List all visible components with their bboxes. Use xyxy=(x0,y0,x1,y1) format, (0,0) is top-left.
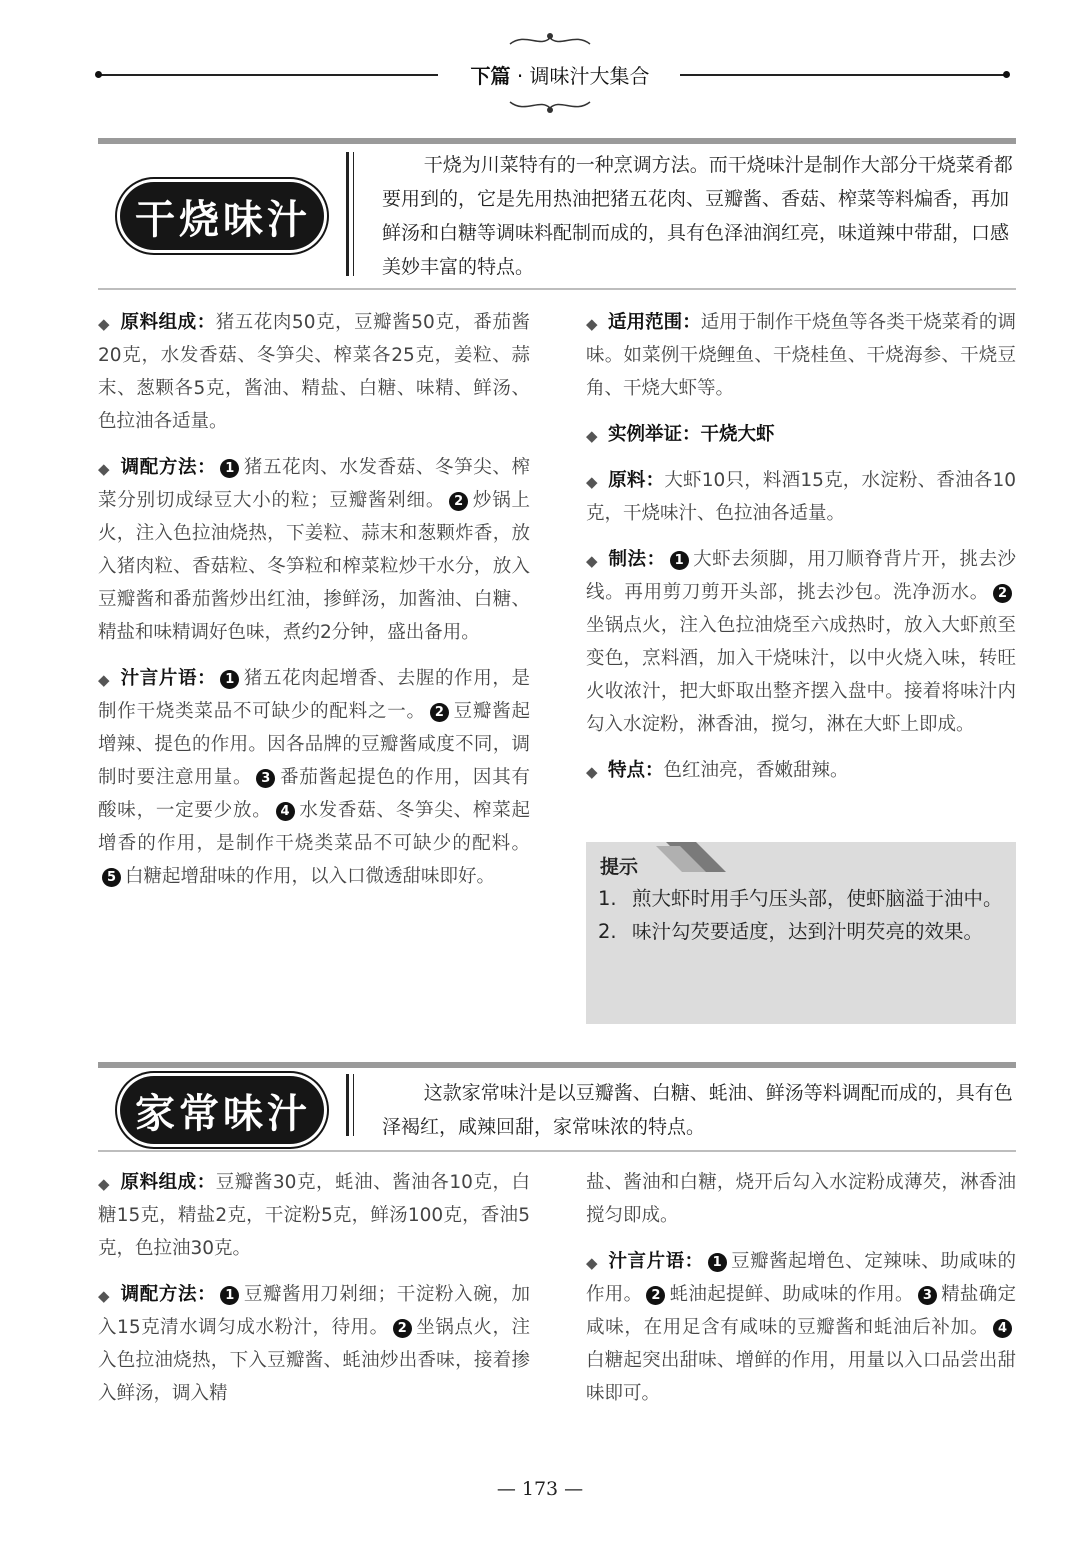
section1-intro-bottom-rule xyxy=(98,288,1016,290)
section2-right-column xyxy=(586,1166,1016,1423)
tip-box xyxy=(586,842,1016,1024)
method-paragraph: ◆ 调配方法： 1 猪五花肉、水发香菇、冬笋尖、榨菜分别切成绿豆大小的粒；豆瓣酱剁细。 2 炒锅上火，注入色拉油烧热，下姜粒、蒜末和葱颗炸香，放入猪肉粒、香菇粒、冬笋粒和榨菜粒炒干水分，放入豆瓣酱和番茄酱炒出红油，掺鲜汤，加酱油、白糖、精盐和味精调好色味，煮约2分钟，盛出备用。 xyxy=(98,451,530,649)
step-number-icon: 1 xyxy=(670,551,689,570)
step-number-icon: 2 xyxy=(430,703,449,722)
tip-item: 1. 煎大虾时用手勺压头部，使虾脑溢于油中。 xyxy=(598,887,1003,910)
diamond-icon: ◆ xyxy=(98,671,110,689)
step-number-icon: 1 xyxy=(220,459,239,478)
section1-separator-thin xyxy=(353,152,354,276)
section1-right-column xyxy=(586,306,1016,800)
tip-item: 2. 味汁勾芡要适度，达到汁明芡亮的效果。 xyxy=(598,920,984,943)
header-ornament-bottom xyxy=(505,94,595,116)
section2-title-badge: 家 常 味 汁 xyxy=(120,1076,324,1144)
section1-separator xyxy=(346,152,349,276)
header-dot-left xyxy=(95,71,102,78)
step-number-icon: 4 xyxy=(993,1319,1012,1338)
section2-intro-bottom-rule xyxy=(98,1150,1016,1152)
step-number-icon: 2 xyxy=(393,1319,412,1338)
raw-paragraph: ◆ 原料：大虾10只，料酒15克，水淀粉、香油各10克，干烧味汁、色拉油各适量。 xyxy=(586,464,1016,530)
step-number-icon: 2 xyxy=(993,584,1012,603)
step-number-icon: 3 xyxy=(256,769,275,788)
section2-separator xyxy=(346,1074,349,1136)
header-dot-right xyxy=(1003,71,1010,78)
step-number-icon: 1 xyxy=(220,670,239,689)
step-number-icon: 4 xyxy=(276,802,295,821)
section1-left-column xyxy=(98,306,530,906)
example-paragraph: ◆ 实例举证：干烧大虾 xyxy=(586,418,1016,451)
diamond-icon: ◆ xyxy=(586,427,598,445)
make-paragraph: ◆ 制法： 1 大虾去须脚，用刀顺脊背片开，挑去沙线。再用剪刀剪开头部，挑去沙包。洗净沥水。 2坐锅点火，注入色拉油烧至六成热时，放入大虾煎至变色，烹料酒，加入干烧味汁，以中火烧入味，转旺火收浓汁，把大虾取出整齐摆入盘中。接着将味汁内勾入水淀粉，淋香油，搅匀，淋在大虾上即成。 xyxy=(586,543,1016,741)
header-rule-left xyxy=(98,74,438,76)
header-ornament-top xyxy=(505,30,595,52)
tips-paragraph: ◆ 汁言片语： 1 猪五花肉起增香、去腥的作用，是制作干烧类菜品不可缺少的配料之一。 2 豆瓣酱起增辣、提色的作用。因各品牌的豆瓣酱咸度不同，调制时要注意用量。 3 番茄酱起提色的作用，因其有酸味，一定要少放。 4 水发香菇、冬笋尖、榨菜起增香的作用，是制作干烧类菜品不可缺少的配料。5 白糖起增甜味的作用，以入口微透甜味即好。 xyxy=(98,662,530,893)
diamond-icon: ◆ xyxy=(586,315,598,333)
diamond-icon: ◆ xyxy=(98,1175,110,1193)
ingredients-paragraph: ◆ 原料组成：豆瓣酱30克，蚝油、酱油各10克，白糖15克，精盐2克，干淀粉5克，鲜汤100克，香油5克，色拉油30克。 xyxy=(98,1166,530,1265)
diamond-icon: ◆ xyxy=(586,763,598,781)
section2-separator-thin xyxy=(353,1074,354,1136)
ingredients-paragraph: ◆ 原料组成：猪五花肉50克，豆瓣酱50克，番茄酱20克，水发香菇、冬笋尖、榨菜各25克，姜粒、蒜末、葱颗各5克，酱油、精盐、白糖、味精、鲜汤、色拉油各适量。 xyxy=(98,306,530,438)
tips-paragraph: ◆ 汁言片语： 1 豆瓣酱起增色、定辣味、助咸味的作用。 2 蚝油起提鲜、助咸味的作用。 3 精盐确定咸味，在用足含有咸味的豆瓣酱和蚝油后补加。 4白糖起突出甜味、增鲜的作用，用量以入口品尝出甜味即可。 xyxy=(586,1245,1016,1410)
diamond-icon: ◆ xyxy=(98,1287,110,1305)
header-title: 下篇 · 调味汁大集合 xyxy=(470,64,650,88)
step-number-icon: 2 xyxy=(449,492,468,511)
step-number-icon: 2 xyxy=(646,1286,665,1305)
tip-list xyxy=(598,882,1008,948)
method-continuation: 盐、酱油和白糖，烧开后勾入水淀粉成薄芡，淋香油搅匀即成。 xyxy=(586,1172,1016,1226)
section1-title-badge: 干 烧 味 汁 xyxy=(120,182,324,250)
section1-top-bar xyxy=(98,138,1016,144)
diamond-icon: ◆ xyxy=(586,1254,598,1272)
page-number: — 173 — xyxy=(496,1478,584,1500)
section1-intro: 干烧为川菜特有的一种烹调方法。而干烧味汁是制作大部分干烧菜肴都要用到的，它是先用热油把猪五花肉、豆瓣酱、香菇、榨菜等料煸香，再加鲜汤和白糖等调味料配制而成的，具有色泽油润红亮，味道辣中带甜，口感美妙丰富的特点。 xyxy=(382,154,1013,278)
diamond-icon: ◆ xyxy=(98,315,110,333)
section2-top-bar xyxy=(98,1062,1016,1068)
step-number-icon: 1 xyxy=(708,1253,727,1272)
feature-paragraph: ◆ 特点：色红油亮，香嫩甜辣。 xyxy=(586,754,1016,787)
step-number-icon: 5 xyxy=(102,868,121,887)
tip-heading: 提示 xyxy=(600,856,639,878)
scope-paragraph: ◆ 适用范围：适用于制作干烧鱼等各类干烧菜肴的调味。如菜例干烧鲤鱼、干烧桂鱼、干烧海参、干烧豆角、干烧大虾等。 xyxy=(586,306,1016,405)
diamond-icon: ◆ xyxy=(586,552,598,570)
step-number-icon: 3 xyxy=(918,1286,937,1305)
method-paragraph: ◆ 调配方法： 1 豆瓣酱用刀剁细；干淀粉入碗，加入15克清水调匀成水粉汁，待用。 2 坐锅点火，注入色拉油烧热，下入豆瓣酱、蚝油炒出香味，接着掺入鲜汤，调入精 xyxy=(98,1278,530,1410)
header-rule-right xyxy=(680,74,1006,76)
tip-stripes-icon xyxy=(656,842,726,872)
section2-intro: 这款家常味汁是以豆瓣酱、白糖、蚝油、鲜汤等料调配而成的，具有色泽褐红，咸辣回甜，家常味浓的特点。 xyxy=(382,1082,1013,1138)
diamond-icon: ◆ xyxy=(98,460,110,478)
step-number-icon: 1 xyxy=(220,1286,239,1305)
diamond-icon: ◆ xyxy=(586,473,598,491)
section2-left-column xyxy=(98,1166,530,1423)
